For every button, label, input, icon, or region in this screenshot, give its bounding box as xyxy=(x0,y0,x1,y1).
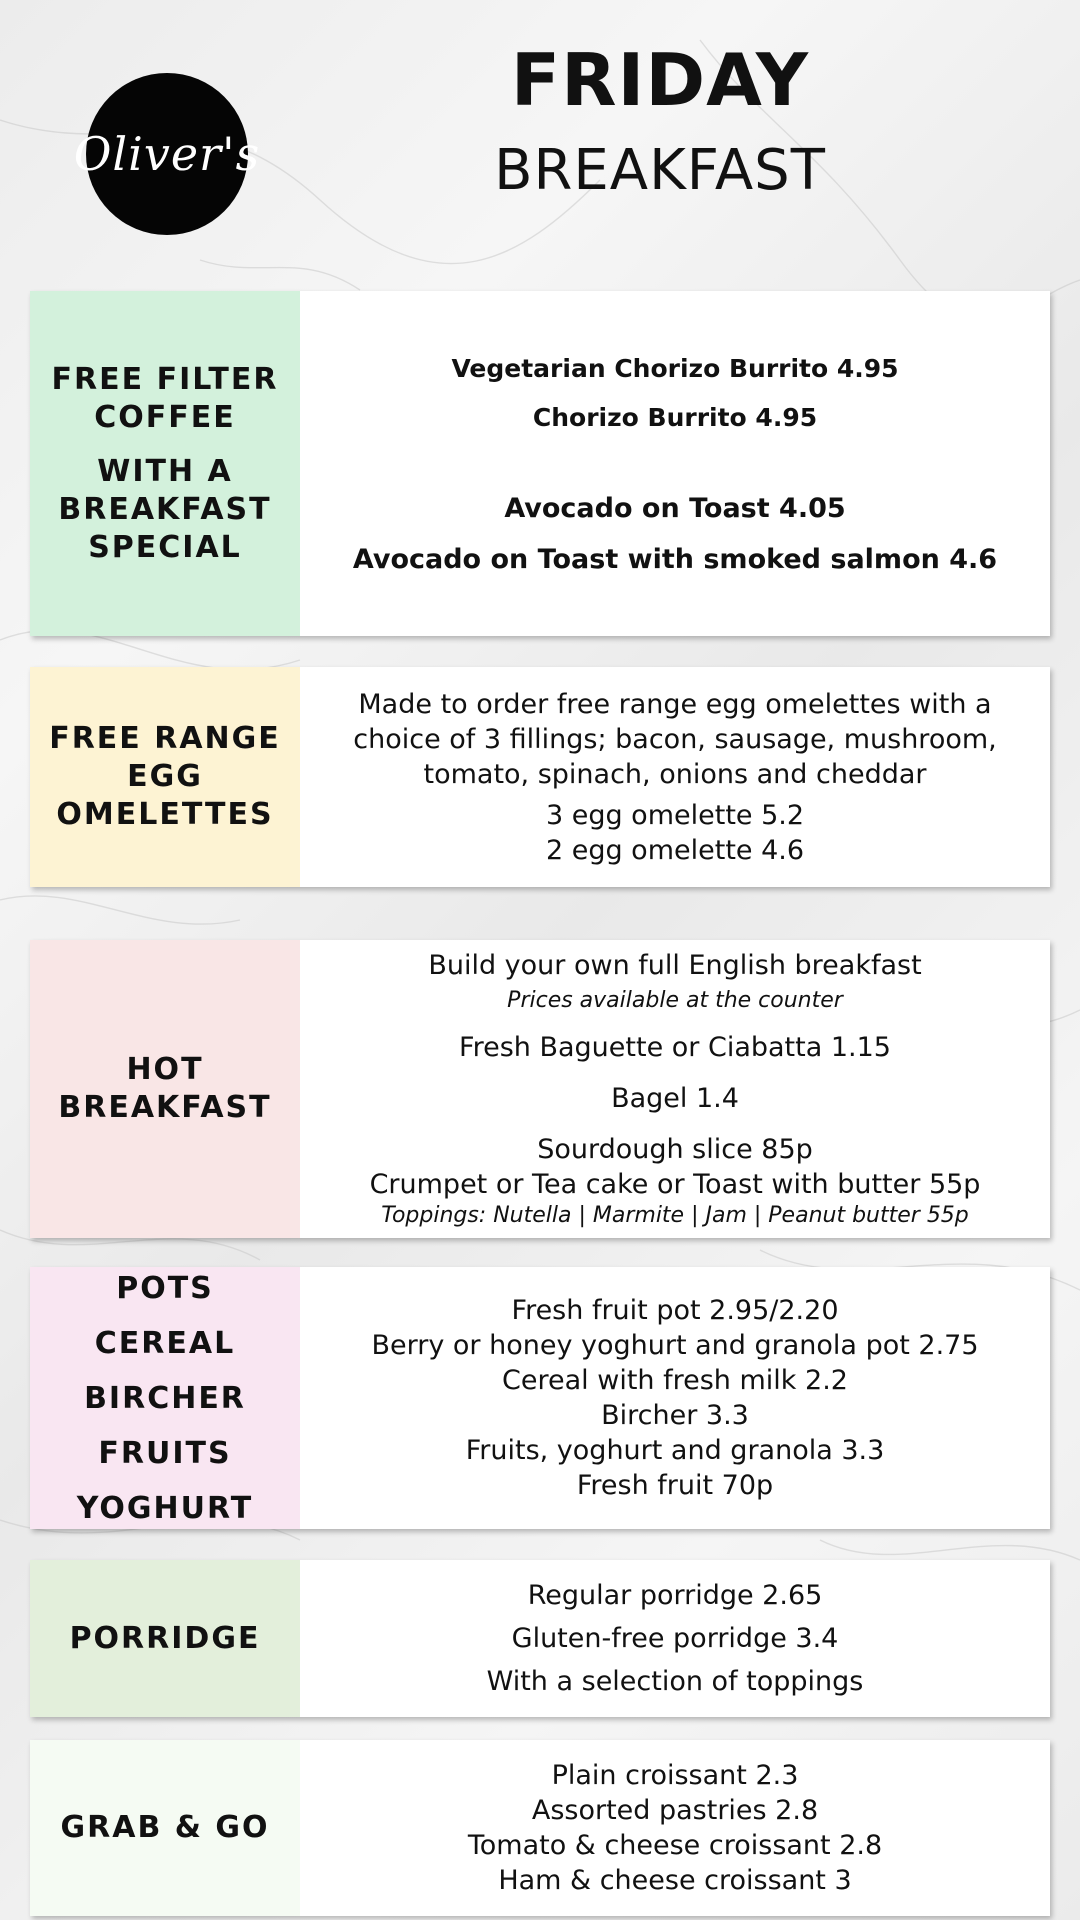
omelettes-section xyxy=(30,667,1050,887)
section-body xyxy=(300,940,1050,1238)
section-body xyxy=(300,667,1050,887)
breakfast-special-section xyxy=(30,291,1050,636)
section-label xyxy=(30,1740,300,1916)
label-line: FREE RANGE xyxy=(49,721,281,756)
section-label xyxy=(30,291,300,636)
menu-item: 2 egg omelette 4.6 xyxy=(545,834,805,866)
menu-item: Gluten-free porridge 3.4 xyxy=(511,1623,839,1654)
menu-item: Regular porridge 2.65 xyxy=(527,1580,823,1611)
omelette-description: Made to order free range egg omelettes with a choice of 3 fillings; bacon, sausage, mushroom, tomato, spinach, onions and cheddar xyxy=(353,688,997,790)
section-body xyxy=(300,1560,1050,1717)
menu-item: Berry or honey yoghurt and granola pot 2.75 xyxy=(371,1330,979,1361)
label-line: POTS xyxy=(116,1270,214,1306)
menu-item: Sourdough slice 85p xyxy=(537,1134,813,1165)
menu-item: Chorizo Burrito 4.95 xyxy=(532,402,818,432)
meal-title: BREAKFAST xyxy=(494,138,826,203)
olivers-logo: Oliver's xyxy=(86,73,248,235)
label-line: FREE FILTER xyxy=(51,361,279,397)
section-body xyxy=(300,1740,1050,1916)
label-line: BREAKFAST xyxy=(58,1090,272,1125)
label-line: CEREAL xyxy=(94,1325,236,1361)
label-line: YOGHURT xyxy=(76,1490,254,1526)
section-label xyxy=(30,667,300,887)
label-line: COFFEE xyxy=(94,399,236,435)
menu-item: Vegetarian Chorizo Burrito 4.95 xyxy=(451,353,899,383)
menu-item: Fruits, yoghurt and granola 3.3 xyxy=(465,1435,885,1466)
menu-item: Crumpet or Tea cake or Toast with butter 55p xyxy=(369,1169,981,1200)
section-label xyxy=(30,1560,300,1717)
label-line: WITH A xyxy=(97,453,233,489)
hot-breakfast-section xyxy=(30,940,1050,1238)
pots-cereal-section xyxy=(30,1267,1050,1529)
label-line: HOT xyxy=(126,1052,204,1087)
section-label xyxy=(30,1267,300,1529)
menu-item: Ham & cheese croissant 3 xyxy=(498,1865,852,1896)
price-note: Prices available at the counter xyxy=(507,988,843,1013)
label-line: FRUITS xyxy=(98,1435,232,1471)
menu-item: Fresh fruit 70p xyxy=(576,1470,774,1501)
section-label xyxy=(30,940,300,1238)
label-line: BIRCHER xyxy=(84,1380,246,1416)
menu-item: Cereal with fresh milk 2.2 xyxy=(502,1365,848,1396)
label-line: PORRIDGE xyxy=(69,1620,261,1656)
porridge-section xyxy=(30,1560,1050,1717)
section-body xyxy=(300,1267,1050,1529)
menu-item: Assorted pastries 2.8 xyxy=(531,1795,819,1826)
label-line: EGG xyxy=(127,759,203,794)
hot-intro: Build your own full English breakfast xyxy=(428,950,922,981)
menu-item: Fresh Baguette or Ciabatta 1.15 xyxy=(459,1032,891,1063)
menu-item: Avocado on Toast with smoked salmon 4.6 xyxy=(352,543,998,575)
grab-and-go-section xyxy=(30,1740,1050,1916)
menu-item: Bircher 3.3 xyxy=(601,1400,749,1431)
menu-item: Plain croissant 2.3 xyxy=(551,1760,799,1791)
menu-item: Fresh fruit pot 2.95/2.20 xyxy=(511,1295,839,1326)
menu-item: Bagel 1.4 xyxy=(611,1083,739,1114)
label-line: OMELETTES xyxy=(56,797,274,832)
section-body xyxy=(300,291,1050,636)
label-line: GRAB & GO xyxy=(60,1810,270,1845)
menu-item: With a selection of toppings xyxy=(486,1666,864,1697)
menu-item: 3 egg omelette 5.2 xyxy=(545,799,805,831)
menu-item: Avocado on Toast 4.05 xyxy=(504,492,846,524)
menu-item: Tomato & cheese croissant 2.8 xyxy=(467,1830,883,1861)
label-line: SPECIAL xyxy=(88,529,242,565)
day-title: FRIDAY xyxy=(510,38,810,122)
toppings-note: Toppings: Nutella | Marmite | Jam | Peanut butter 55p xyxy=(381,1203,969,1228)
label-line: BREAKFAST xyxy=(58,491,272,527)
